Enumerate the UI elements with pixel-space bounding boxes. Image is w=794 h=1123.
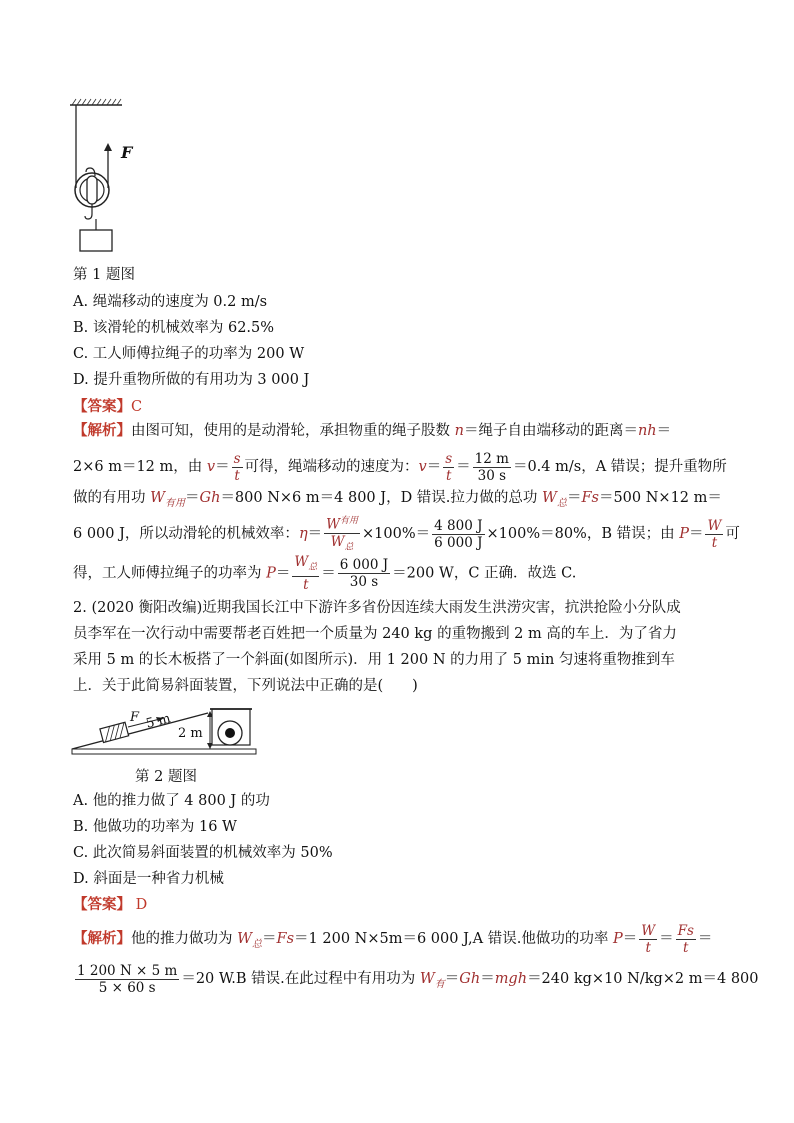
fraction [639, 923, 657, 956]
text: ＝20 W.B 错误.在此过程中有用功为 [181, 971, 420, 987]
numerator: 1 200 N × 5 m [77, 962, 178, 979]
text: ＝ [659, 931, 674, 947]
text: ＝ [456, 459, 471, 475]
ramp-height-label: 2 m [178, 726, 203, 741]
q1-option-d: D. 提升重物所做的有用功为 3 000 J [73, 372, 310, 388]
denominator: t [683, 939, 689, 956]
fraction [473, 451, 511, 484]
q1-analysis-line-2 [73, 448, 727, 486]
q2-option-a: A. 他的推力做了 4 800 J 的功 [73, 793, 270, 809]
fraction [75, 963, 179, 996]
text: ＝ [307, 526, 323, 543]
fraction [232, 451, 243, 484]
answer-tag: 【答案】 [73, 398, 131, 415]
q1-option-c: C. 工人师傅拉绳子的功率为 200 W [73, 346, 305, 362]
q2-answer [73, 895, 147, 915]
var: P [266, 565, 276, 582]
text: ＝ [185, 490, 200, 506]
q1-analysis-line-1 [73, 421, 671, 441]
text: ＝ [688, 526, 704, 543]
var: Fs [581, 490, 599, 506]
figure-2-caption: 第 2 题图 [135, 769, 197, 785]
force-label-f: F [121, 143, 133, 162]
denominator: 30 s [349, 573, 379, 590]
subscript: 总 [308, 562, 318, 573]
fraction [443, 451, 454, 484]
var: mgh [494, 971, 528, 987]
var: W [237, 931, 253, 947]
text: ×100%＝ [362, 526, 431, 543]
q2-analysis-line-2 [73, 960, 759, 1004]
denominator: t [645, 939, 651, 956]
denominator: t [711, 534, 718, 551]
numerator: 6 000 J [339, 556, 389, 573]
fraction [292, 554, 319, 593]
text: ×100%＝80%，B 错误；由 [486, 526, 680, 543]
var: v [418, 459, 427, 475]
text: 做的有用功 [73, 490, 151, 506]
numerator: 12 m [474, 450, 509, 467]
var: W [542, 490, 557, 506]
text: ＝ [480, 971, 495, 987]
var: W [326, 516, 341, 533]
q2-option-d: D. 斜面是一种省力机械 [73, 871, 224, 887]
text: ＝ [697, 931, 713, 947]
q1-analysis-line-4 [73, 513, 740, 555]
numerator: s [445, 450, 453, 467]
q1-analysis-line-3 [73, 488, 722, 514]
var: Fs [276, 931, 295, 947]
q1-analysis-line-5 [73, 554, 576, 593]
text: ＝ [321, 565, 336, 582]
var: Gh [199, 490, 221, 506]
var: P [679, 526, 689, 543]
q1-option-b: B. 该滑轮的机械效率为 62.5% [73, 320, 275, 336]
text: ＝500 N×12 m＝ [598, 490, 722, 506]
denominator: 30 s [477, 467, 507, 484]
text: 由图可知，使用的是动滑轮，承担物重的绳子股数 [131, 423, 455, 439]
analysis-tag: 【解析】 [73, 422, 131, 439]
denominator: t [445, 467, 452, 484]
denominator: 6 000 J [434, 534, 483, 551]
text: ＝800 N×6 m＝4 800 J，D 错误.拉力做的总功 [220, 490, 543, 506]
var: η [298, 526, 308, 543]
var: P [612, 931, 623, 947]
numerator: W [707, 517, 722, 534]
denominator: 5 × 60 s [98, 979, 156, 996]
var: Gh [459, 971, 481, 987]
fraction [705, 518, 723, 551]
var: W [419, 971, 435, 987]
text: ＝240 kg×10 N/kg×2 m＝4 800 [527, 971, 759, 987]
var: W [330, 533, 345, 550]
text: ＝ [215, 459, 230, 475]
numerator: 4 800 J [434, 517, 483, 534]
text: ＝绳子自由端移动的距离＝ [463, 423, 638, 439]
text: ＝200 W，C 正确．故选 C. [392, 565, 577, 582]
subscript: 总 [344, 542, 354, 553]
text: ＝0.4 m/s，A 错误；提升重物所 [512, 459, 727, 475]
denominator: t [234, 467, 240, 484]
answer-value: C [131, 399, 143, 415]
fraction [432, 518, 484, 551]
text: 得，工人师傅拉绳子的功率为 [73, 565, 267, 582]
text: ＝ [566, 490, 582, 506]
subscript: 有用 [340, 516, 359, 526]
figure-1-caption: 第 1 题图 [73, 267, 135, 283]
ramp-length-label: 5 m [144, 711, 173, 732]
numerator: s [233, 450, 241, 467]
q1-answer [73, 397, 142, 417]
q2-analysis-line-1 [73, 920, 712, 964]
text: ＝1 200 N×5m＝6 000 J,A 错误.他做功的功率 [294, 931, 613, 947]
var: v [206, 459, 216, 475]
q2-stem-line-3: 采用 5 m 的长木板搭了一个斜面(如图所示)．用 1 200 N 的力用了 5 min 匀速将重物推到车 [73, 652, 675, 668]
text: ＝ [275, 565, 291, 582]
text: ＝ [262, 931, 277, 947]
var: W [150, 490, 166, 506]
text: 可得，绳端移动的速度为： [244, 459, 419, 475]
fraction [676, 923, 696, 956]
q2-stem-line-4: 上．关于此简易斜面装置，下列说法中正确的是( ) [73, 678, 418, 694]
q2-stem-line-2: 员李军在一次行动中需要帮老百姓把一个质量为 240 kg 的重物搬到 2 m 高的车上．为了省力 [73, 626, 677, 642]
subscript: 总 [252, 938, 263, 950]
q1-option-a: A. 绳端移动的速度为 0.2 m/s [73, 294, 268, 310]
ramp-force-label: F [130, 710, 140, 725]
answer-tag: 【答案】 [73, 896, 131, 913]
denominator: t [303, 576, 309, 593]
text: ＝ [656, 423, 672, 439]
q2-stem-line-1: 2. (2020 衡阳改编)近期我国长江中下游许多省份因连续大雨发生洪涝灾害，抗洪抢险小分队成 [73, 600, 681, 616]
text: 6 000 J，所以动滑轮的机械效率： [73, 526, 299, 543]
q2-option-b: B. 他做功的功率为 16 W [73, 819, 237, 835]
numerator: Fs [677, 922, 694, 939]
fraction [324, 513, 360, 555]
var: nh [637, 423, 657, 439]
var: n [454, 423, 464, 439]
numerator: W [641, 922, 656, 939]
text: 他的推力做功为 [131, 931, 238, 947]
text: 可 [725, 526, 740, 543]
subscript: 总 [556, 497, 567, 509]
text: ＝ [622, 931, 638, 947]
text: 2×6 m＝12 m，由 [73, 459, 207, 475]
pulley-figure [68, 98, 168, 254]
q2-option-c: C. 此次简易斜面装置的机械效率为 50% [73, 845, 333, 861]
answer-value: D [131, 897, 148, 913]
text: ＝ [444, 971, 460, 987]
fraction [338, 557, 390, 590]
var: W [294, 554, 309, 570]
text: ＝ [426, 459, 442, 475]
subscript: 有用 [165, 497, 186, 509]
analysis-tag: 【解析】 [73, 930, 131, 947]
subscript: 有 [434, 978, 445, 990]
